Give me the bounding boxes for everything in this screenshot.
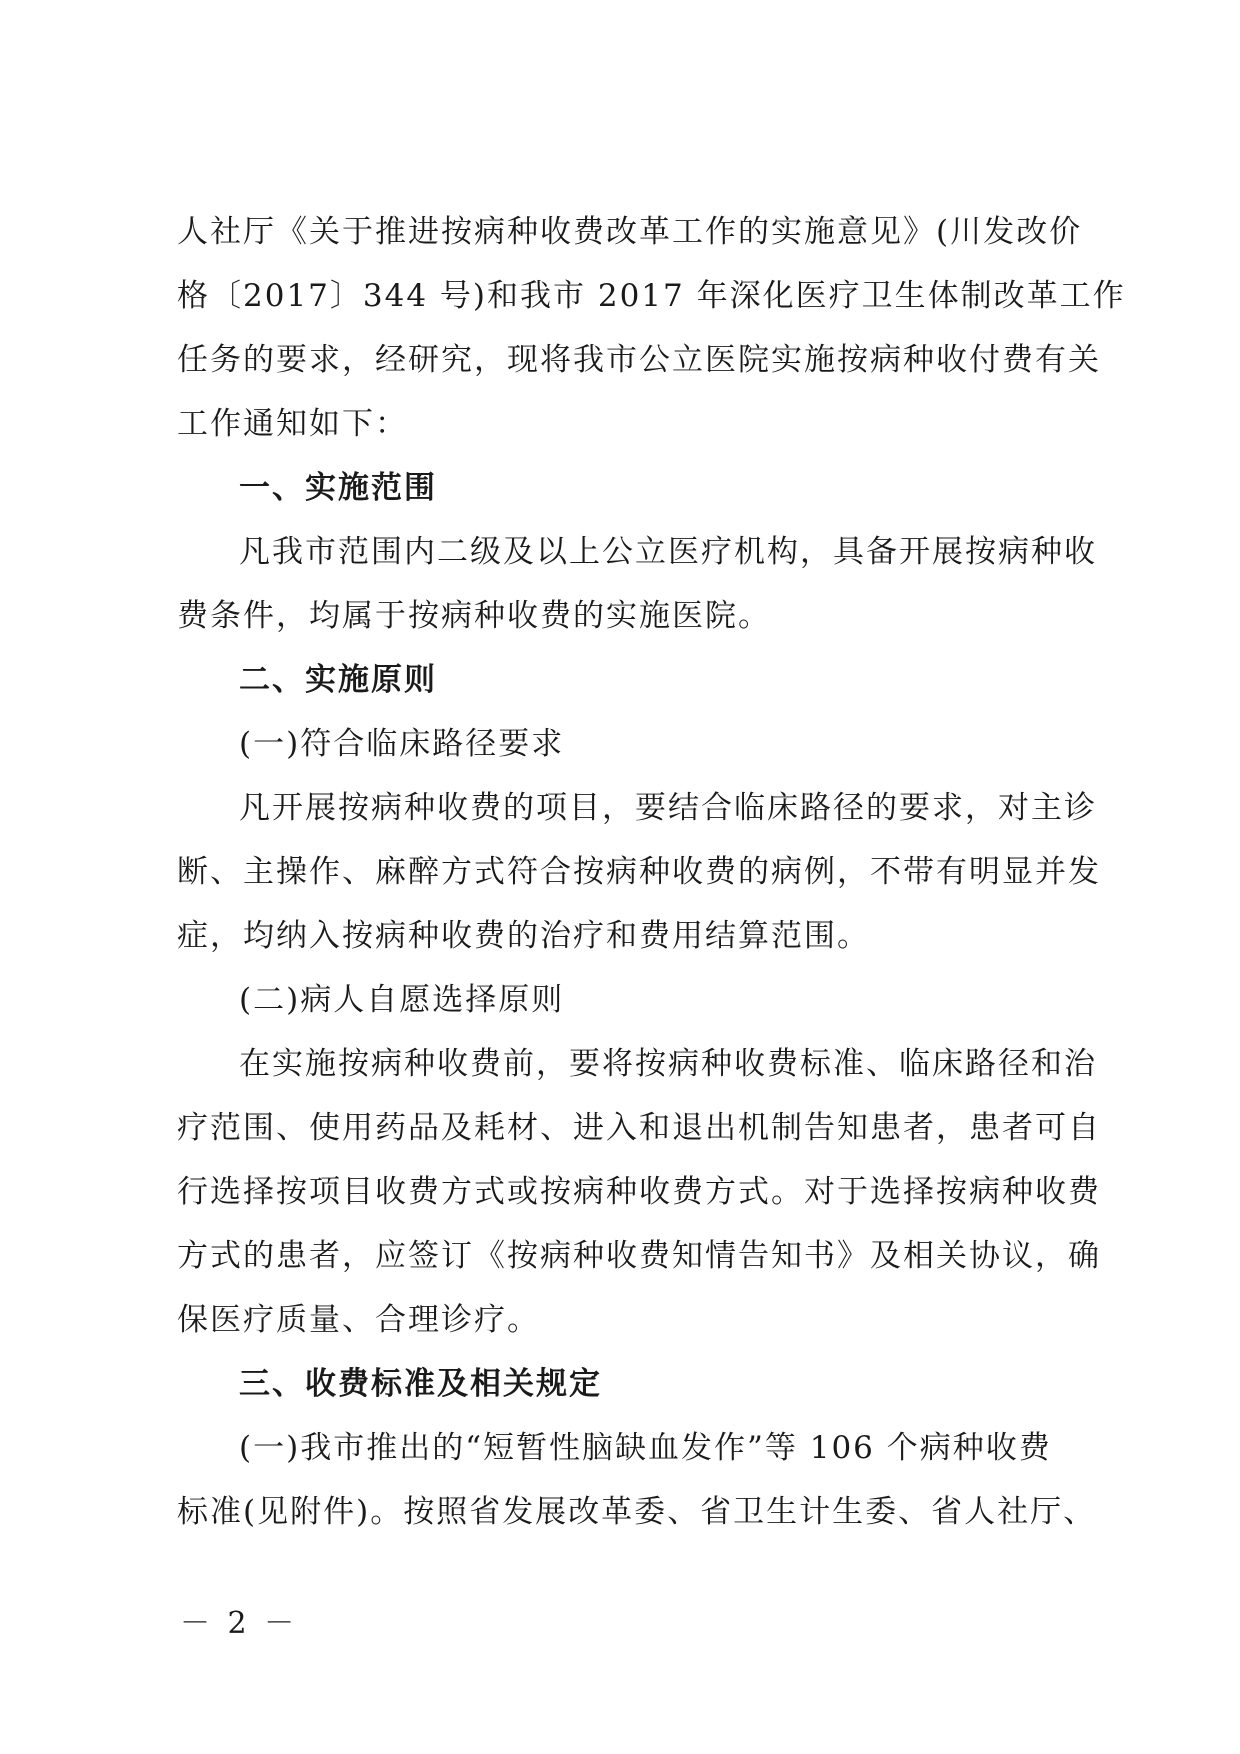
body-line-1: 人社厅《关于推进按病种收费改革工作的实施意见》(川发改价 bbox=[177, 214, 1083, 250]
body-line-17: 方式的患者，应签订《按病种收费知情告知书》及相关协议，确 bbox=[177, 1238, 1101, 1274]
body-line-3: 任务的要求，经研究，现将我市公立医院实施按病种收付费有关 bbox=[177, 342, 1101, 378]
body-line-18: 保医疗质量、合理诊疗。 bbox=[177, 1302, 540, 1338]
body-line-16: 行选择按项目收费方式或按病种收费方式。对于选择按病种收费 bbox=[177, 1174, 1101, 1210]
body-line-2: 格〔2017〕344 号)和我市 2017 年深化医疗卫生体制改革工作 bbox=[177, 278, 1126, 314]
body-line-7: 费条件，均属于按病种收费的实施医院。 bbox=[177, 598, 771, 634]
body-line-10: 凡开展按病种收费的项目，要结合临床路径的要求，对主诊 bbox=[239, 790, 1097, 826]
body-line-6: 凡我市范围内二级及以上公立医疗机构，具备开展按病种收 bbox=[239, 534, 1097, 570]
body-line-21: 标准(见附件)。按照省发展改革委、省卫生计生委、省人社厅、 bbox=[177, 1494, 1097, 1530]
document-body bbox=[177, 200, 1126, 1544]
subsection-heading-clinical-path: (一)符合临床路径要求 bbox=[239, 726, 565, 762]
subsection-heading-voluntary: (二)病人自愿选择原则 bbox=[239, 982, 565, 1018]
body-line-20: (一)我市推出的“短暂性脑缺血发作”等 106 个病种收费 bbox=[239, 1430, 1052, 1466]
section-heading-principles: 二、实施原则 bbox=[239, 662, 437, 698]
body-line-15: 疗范围、使用药品及耗材、进入和退出机制告知患者，患者可自 bbox=[177, 1110, 1101, 1146]
body-line-12: 症，均纳入按病种收费的治疗和费用结算范围。 bbox=[177, 918, 870, 954]
body-line-4: 工作通知如下： bbox=[177, 406, 408, 442]
body-line-14: 在实施按病种收费前，要将按病种收费标准、临床路径和治 bbox=[239, 1046, 1097, 1082]
page-number: － 2 － bbox=[180, 1606, 299, 1641]
section-heading-scope: 一、实施范围 bbox=[239, 470, 437, 506]
section-heading-fees: 三、收费标准及相关规定 bbox=[239, 1366, 602, 1402]
body-line-11: 断、主操作、麻醉方式符合按病种收费的病例，不带有明显并发 bbox=[177, 854, 1101, 890]
